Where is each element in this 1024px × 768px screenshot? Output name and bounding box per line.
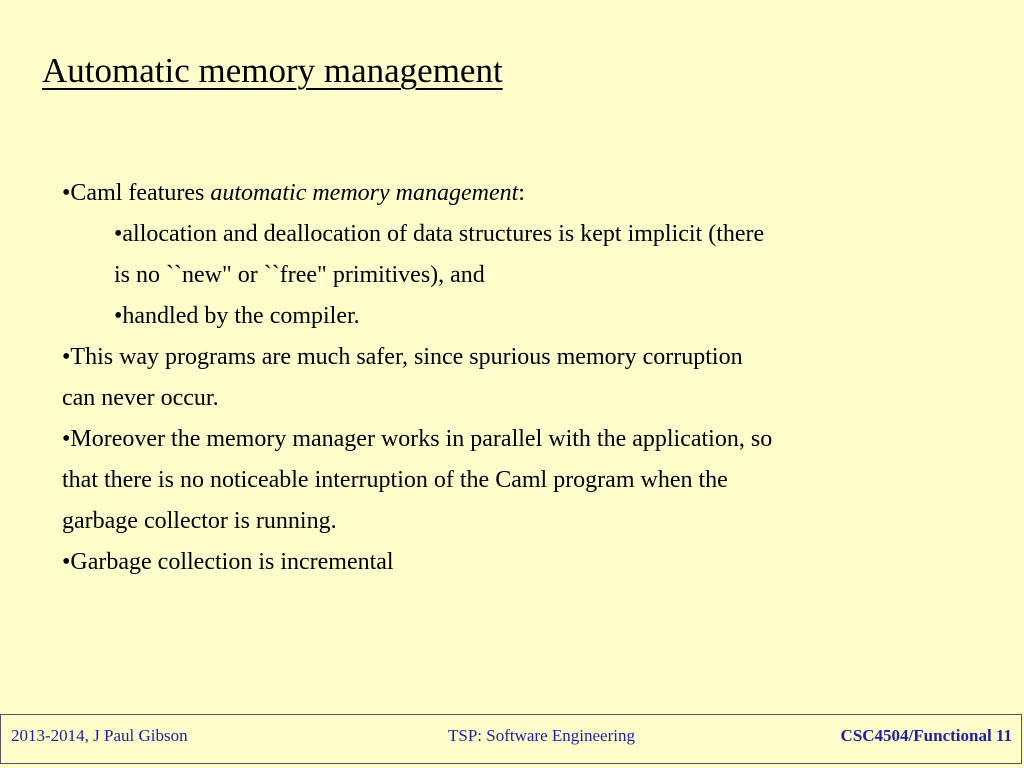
bullet-parallel-manager	[62, 419, 922, 542]
bullet-incremental-gc: •Garbage collection is incremental	[62, 549, 394, 575]
slide-footer	[0, 714, 1022, 764]
footer-course: TSP: Software Engineering	[448, 726, 635, 745]
bullet-text: •This way programs are much safer, since spurious memory corruption	[62, 344, 743, 370]
footer-author: 2013-2014, J Paul Gibson	[11, 726, 188, 745]
bullet-text: •allocation and deallocation of data structures is kept implicit (there	[114, 221, 765, 247]
bullet-text: is no ``new" or ``free" primitives), and	[114, 262, 485, 288]
bullet-text: garbage collector is running.	[62, 508, 337, 534]
bullet-text: :	[518, 180, 525, 206]
bullet-text: •Moreover the memory manager works in parallel with the application, so	[62, 426, 773, 452]
bullet-caml-features	[62, 173, 922, 214]
slide-title: Automatic memory management	[42, 51, 503, 90]
bullet-text: can never occur.	[62, 385, 219, 411]
bullet-emphasis: automatic memory management	[210, 180, 519, 206]
slide-content	[62, 173, 922, 583]
bullet-text: that there is no noticeable interruption of the Caml program when the	[62, 467, 728, 493]
sub-bullet-compiler: •handled by the compiler.	[114, 303, 360, 329]
sub-bullet-allocation	[62, 214, 922, 296]
bullet-text: •Caml features	[62, 180, 211, 206]
footer-slide-number: CSC4504/Functional 11	[840, 726, 1012, 745]
bullet-safer-programs	[62, 337, 922, 419]
